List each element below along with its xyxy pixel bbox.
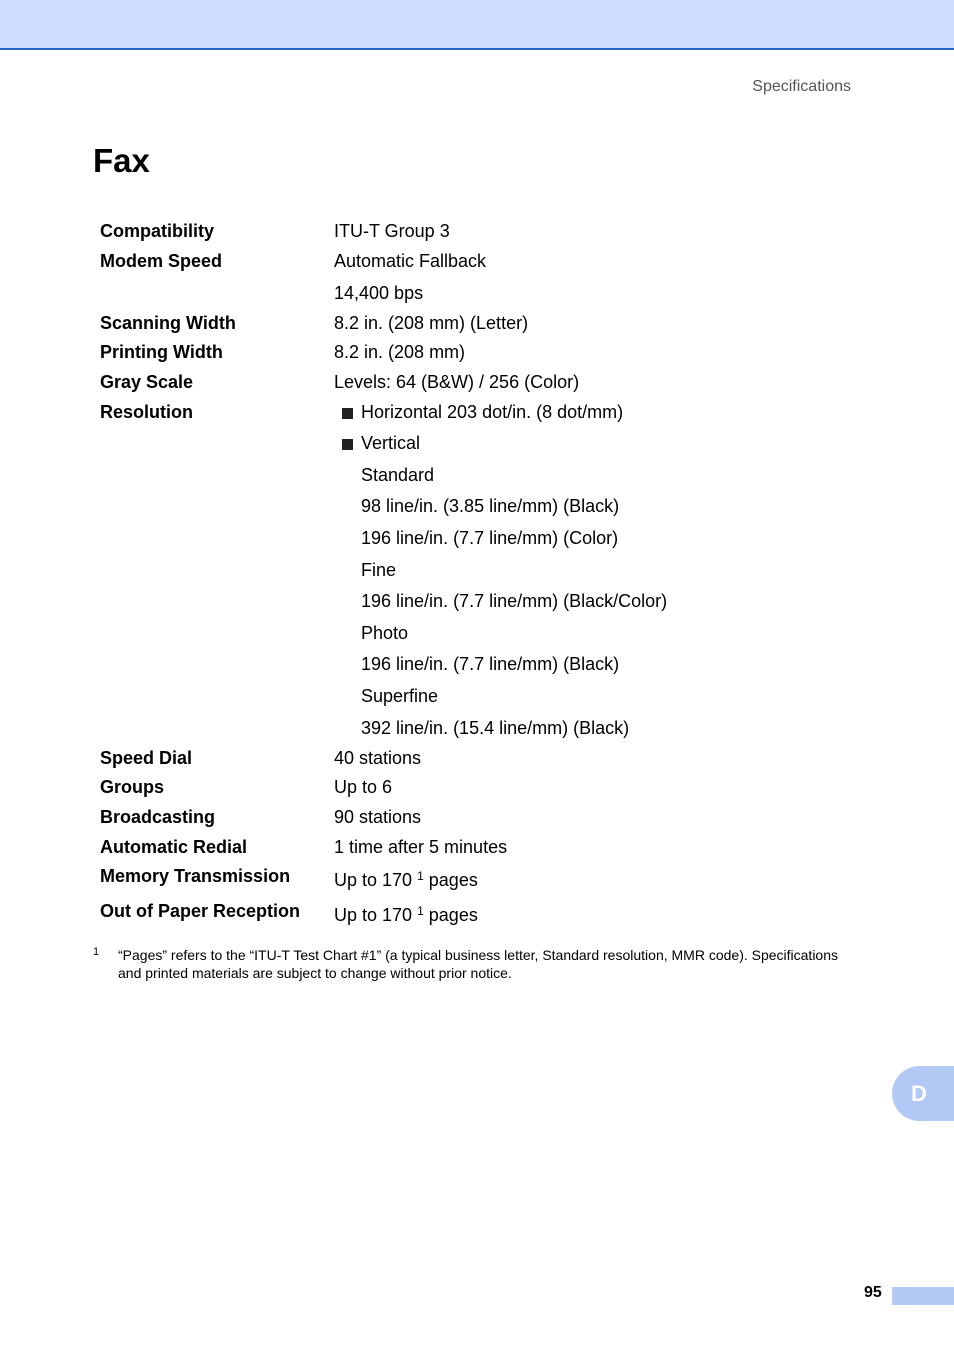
- value-prefix: Up to 170: [334, 870, 413, 890]
- spec-row-groups: [100, 775, 900, 805]
- bullet-item: [334, 431, 900, 463]
- spec-row-modem-speed: [100, 249, 900, 311]
- spec-label: Resolution: [100, 402, 193, 422]
- spec-label: Broadcasting: [100, 807, 216, 827]
- spec-subvalue: 98 line/in. (3.85 line/mm) (Black): [361, 496, 620, 516]
- spec-value: Levels: 64 (B&W) / 256 (Color): [334, 372, 580, 392]
- spec-label: Memory Transmission: [100, 866, 291, 886]
- spec-row-gray-scale: [100, 370, 900, 400]
- footnote-line: and printed materials are subject to change without prior notice.: [118, 965, 512, 981]
- footnote: [93, 946, 893, 982]
- spec-value: 90 stations: [334, 807, 422, 827]
- spec-subvalue: 392 line/in. (15.4 line/mm) (Black): [361, 718, 630, 738]
- spec-value: Vertical: [361, 433, 421, 453]
- spec-label: Gray Scale: [100, 372, 194, 392]
- page-number: 95: [864, 1284, 882, 1301]
- spec-subvalue: Photo: [361, 623, 409, 643]
- spec-value: [334, 899, 900, 927]
- spec-label: Speed Dial: [100, 748, 193, 768]
- footnote-reference: 1: [417, 869, 424, 883]
- spec-row-broadcasting: [100, 805, 900, 835]
- spec-row-speed-dial: [100, 746, 900, 775]
- spec-subvalue: 196 line/in. (7.7 line/mm) (Color): [361, 528, 619, 548]
- spec-label: Compatibility: [100, 221, 215, 241]
- page-title: Fax: [93, 142, 150, 179]
- spec-row-compatibility: [100, 219, 900, 249]
- spec-value: 1 time after 5 minutes: [334, 837, 508, 857]
- spec-value: 8.2 in. (208 mm): [334, 342, 466, 362]
- spec-subvalue: 196 line/in. (7.7 line/mm) (Black/Color): [361, 591, 668, 611]
- spec-value: Up to 6: [334, 777, 393, 797]
- spec-table: [100, 219, 900, 934]
- footnote-reference: 1: [417, 904, 424, 918]
- footer-bar: [892, 1287, 954, 1305]
- spec-value: [334, 864, 900, 892]
- square-bullet-icon: [342, 439, 353, 450]
- spec-value: Horizontal 203 dot/in. (8 dot/mm): [361, 402, 624, 422]
- spec-label: Printing Width: [100, 342, 223, 362]
- spec-row-memory-transmission: [100, 864, 900, 899]
- spec-subvalue: Superfine: [361, 686, 439, 706]
- spec-row-printing-width: [100, 340, 900, 370]
- spec-row-automatic-redial: [100, 835, 900, 864]
- value-prefix: Up to 170: [334, 905, 413, 925]
- spec-value: Automatic Fallback: [334, 251, 487, 271]
- chapter-tab: D: [892, 1066, 954, 1121]
- spec-value: 8.2 in. (208 mm) (Letter): [334, 313, 529, 333]
- square-bullet-icon: [342, 408, 353, 419]
- bullet-item: [334, 400, 900, 431]
- value-suffix: pages: [428, 905, 478, 925]
- spec-label: Out of Paper Reception: [100, 901, 301, 921]
- spec-row-out-of-paper-reception: [100, 899, 900, 934]
- spec-label: Scanning Width: [100, 313, 236, 333]
- footnote-mark: 1: [93, 946, 100, 958]
- section-header: Specifications: [752, 78, 851, 95]
- top-band: [0, 0, 954, 50]
- spec-subvalue: Standard: [361, 465, 435, 485]
- spec-subvalue: 196 line/in. (7.7 line/mm) (Black): [361, 654, 620, 674]
- spec-row-scanning-width: [100, 311, 900, 340]
- footnote-line: “Pages” refers to the “ITU-T Test Chart #1” (a typical business letter, Standard resolution, MMR code). Specifications: [118, 947, 839, 963]
- spec-label: Groups: [100, 777, 165, 797]
- spec-value: 14,400 bps: [334, 283, 424, 303]
- spec-label: Modem Speed: [100, 251, 223, 271]
- value-suffix: pages: [428, 870, 478, 890]
- spec-subvalue: Fine: [361, 560, 397, 580]
- spec-row-resolution: [100, 400, 900, 746]
- spec-label: Automatic Redial: [100, 837, 248, 857]
- spec-value: 40 stations: [334, 748, 422, 768]
- spec-value: ITU-T Group 3: [334, 221, 450, 241]
